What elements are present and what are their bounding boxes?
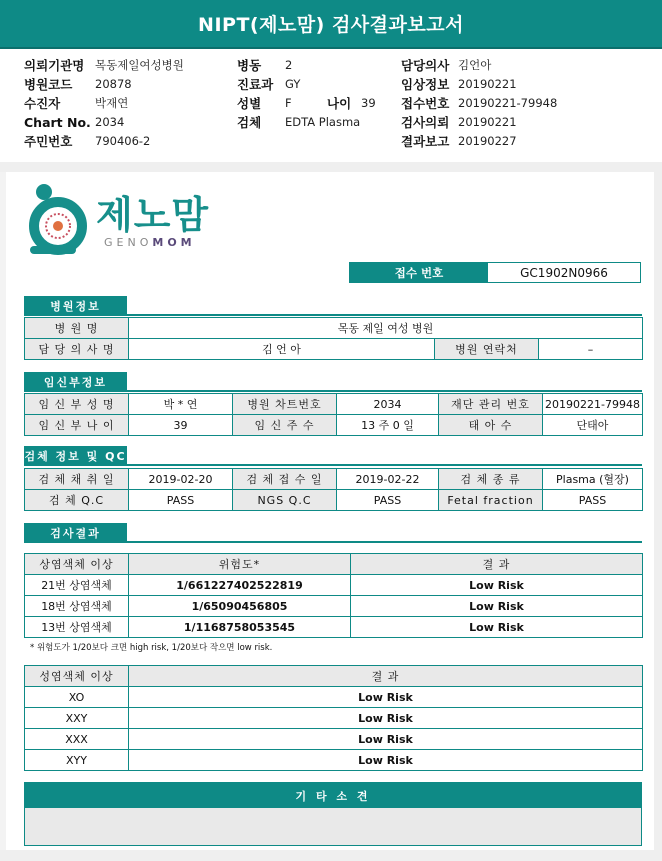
left-margin bbox=[0, 172, 6, 861]
test-request-row: 검사의뢰 20190221 bbox=[401, 115, 517, 130]
table-row: 담 당 의 사 명 김 언 아 병원 연락처 – bbox=[25, 339, 643, 360]
section-specimen-info: 검체 정보 및 QC bbox=[24, 446, 127, 466]
table-row: 21번 상염색체 1/661227402522819 Low Risk bbox=[25, 575, 643, 596]
title-divider bbox=[0, 47, 662, 49]
section-results: 검사결과 bbox=[24, 523, 127, 543]
separator-strip bbox=[0, 162, 662, 172]
remarks-body bbox=[25, 808, 641, 845]
section-line bbox=[24, 464, 642, 466]
table-row: 검 체 채 취 일 2019-02-20 검 체 접 수 일 2019-02-22 검 체 종 류 Plasma (혈장) bbox=[25, 469, 643, 490]
patient-row: 수진자 박재연 bbox=[24, 96, 129, 111]
ward-row: 병동 2 bbox=[237, 58, 293, 73]
section-line bbox=[24, 390, 642, 392]
hospital-info-table bbox=[24, 317, 643, 360]
table-row: 임 신 부 나 이 39 임 신 주 수 13 주 0 일 태 아 수 단태아 bbox=[25, 415, 643, 436]
doctor-row: 담당의사 김언아 bbox=[401, 58, 492, 73]
sex-chromosome-table bbox=[24, 665, 643, 771]
autosome-results-table bbox=[24, 553, 643, 638]
clinical-info-row: 임상정보 20190221 bbox=[401, 77, 517, 92]
section-pregnant-info: 임신부정보 bbox=[24, 372, 127, 392]
table-header-row: 상염색체 이상 위험도* 결 과 bbox=[25, 554, 643, 575]
remarks-box bbox=[24, 782, 642, 846]
receipt-value: GC1902N0966 bbox=[520, 265, 608, 280]
table-row: 임 신 부 성 명 박 * 연 병원 차트번호 2034 재단 관리 번호 20190221-79948 bbox=[25, 394, 643, 415]
right-margin bbox=[654, 172, 662, 861]
department-row: 진료과 GY bbox=[237, 77, 301, 92]
section-line bbox=[24, 541, 642, 543]
section-line bbox=[24, 314, 642, 316]
table-row: 검 체 Q.C PASS NGS Q.C PASS Fetal fraction PASS bbox=[25, 490, 643, 511]
table-row: XXY Low Risk bbox=[25, 708, 643, 729]
report-title: NIPT(제노맘) 검사결과보고서 bbox=[0, 0, 662, 47]
receipt-no-row: 접수번호 20190221-79948 bbox=[401, 96, 558, 111]
logo-subtitle: GENOMOM bbox=[104, 236, 196, 249]
remarks-header: 기 타 소 견 bbox=[25, 783, 641, 808]
table-header-row: 성염색체 이상 결 과 bbox=[25, 666, 643, 687]
table-row: XYY Low Risk bbox=[25, 750, 643, 771]
result-report-row: 결과보고 20190227 bbox=[401, 134, 517, 149]
table-row: 병 원 명 목동 제일 여성 병원 bbox=[25, 318, 643, 339]
chart-no-row: Chart No. 2034 bbox=[24, 114, 125, 130]
specimen-row: 검체 EDTA Plasma bbox=[237, 115, 361, 130]
risk-footnote: * 위험도가 1/20보다 크면 high risk, 1/20보다 작으면 low risk. bbox=[30, 643, 273, 653]
section-hospital-info: 병원정보 bbox=[24, 296, 127, 316]
table-row: XXX Low Risk bbox=[25, 729, 643, 750]
hospital-code-row: 병원코드 20878 bbox=[24, 77, 132, 92]
table-row: 18번 상염색체 1/65090456805 Low Risk bbox=[25, 596, 643, 617]
header-info bbox=[0, 56, 662, 156]
receipt-box bbox=[349, 262, 641, 283]
hospital-name-row: 의뢰기관명 목동제일여성병원 bbox=[24, 58, 184, 73]
logo-wordmark: 제노맘 bbox=[96, 193, 210, 237]
pregnant-info-table bbox=[24, 393, 643, 436]
receipt-label: 접수 번호 bbox=[350, 263, 488, 282]
sex-row: 성별 F 나이 39 bbox=[237, 96, 376, 111]
bottom-margin bbox=[0, 850, 662, 861]
table-row: 13번 상염색체 1/1168758053545 Low Risk bbox=[25, 617, 643, 638]
specimen-info-table bbox=[24, 468, 643, 511]
table-row: XO Low Risk bbox=[25, 687, 643, 708]
resident-no-row: 주민번호 790406-2 bbox=[24, 134, 151, 149]
